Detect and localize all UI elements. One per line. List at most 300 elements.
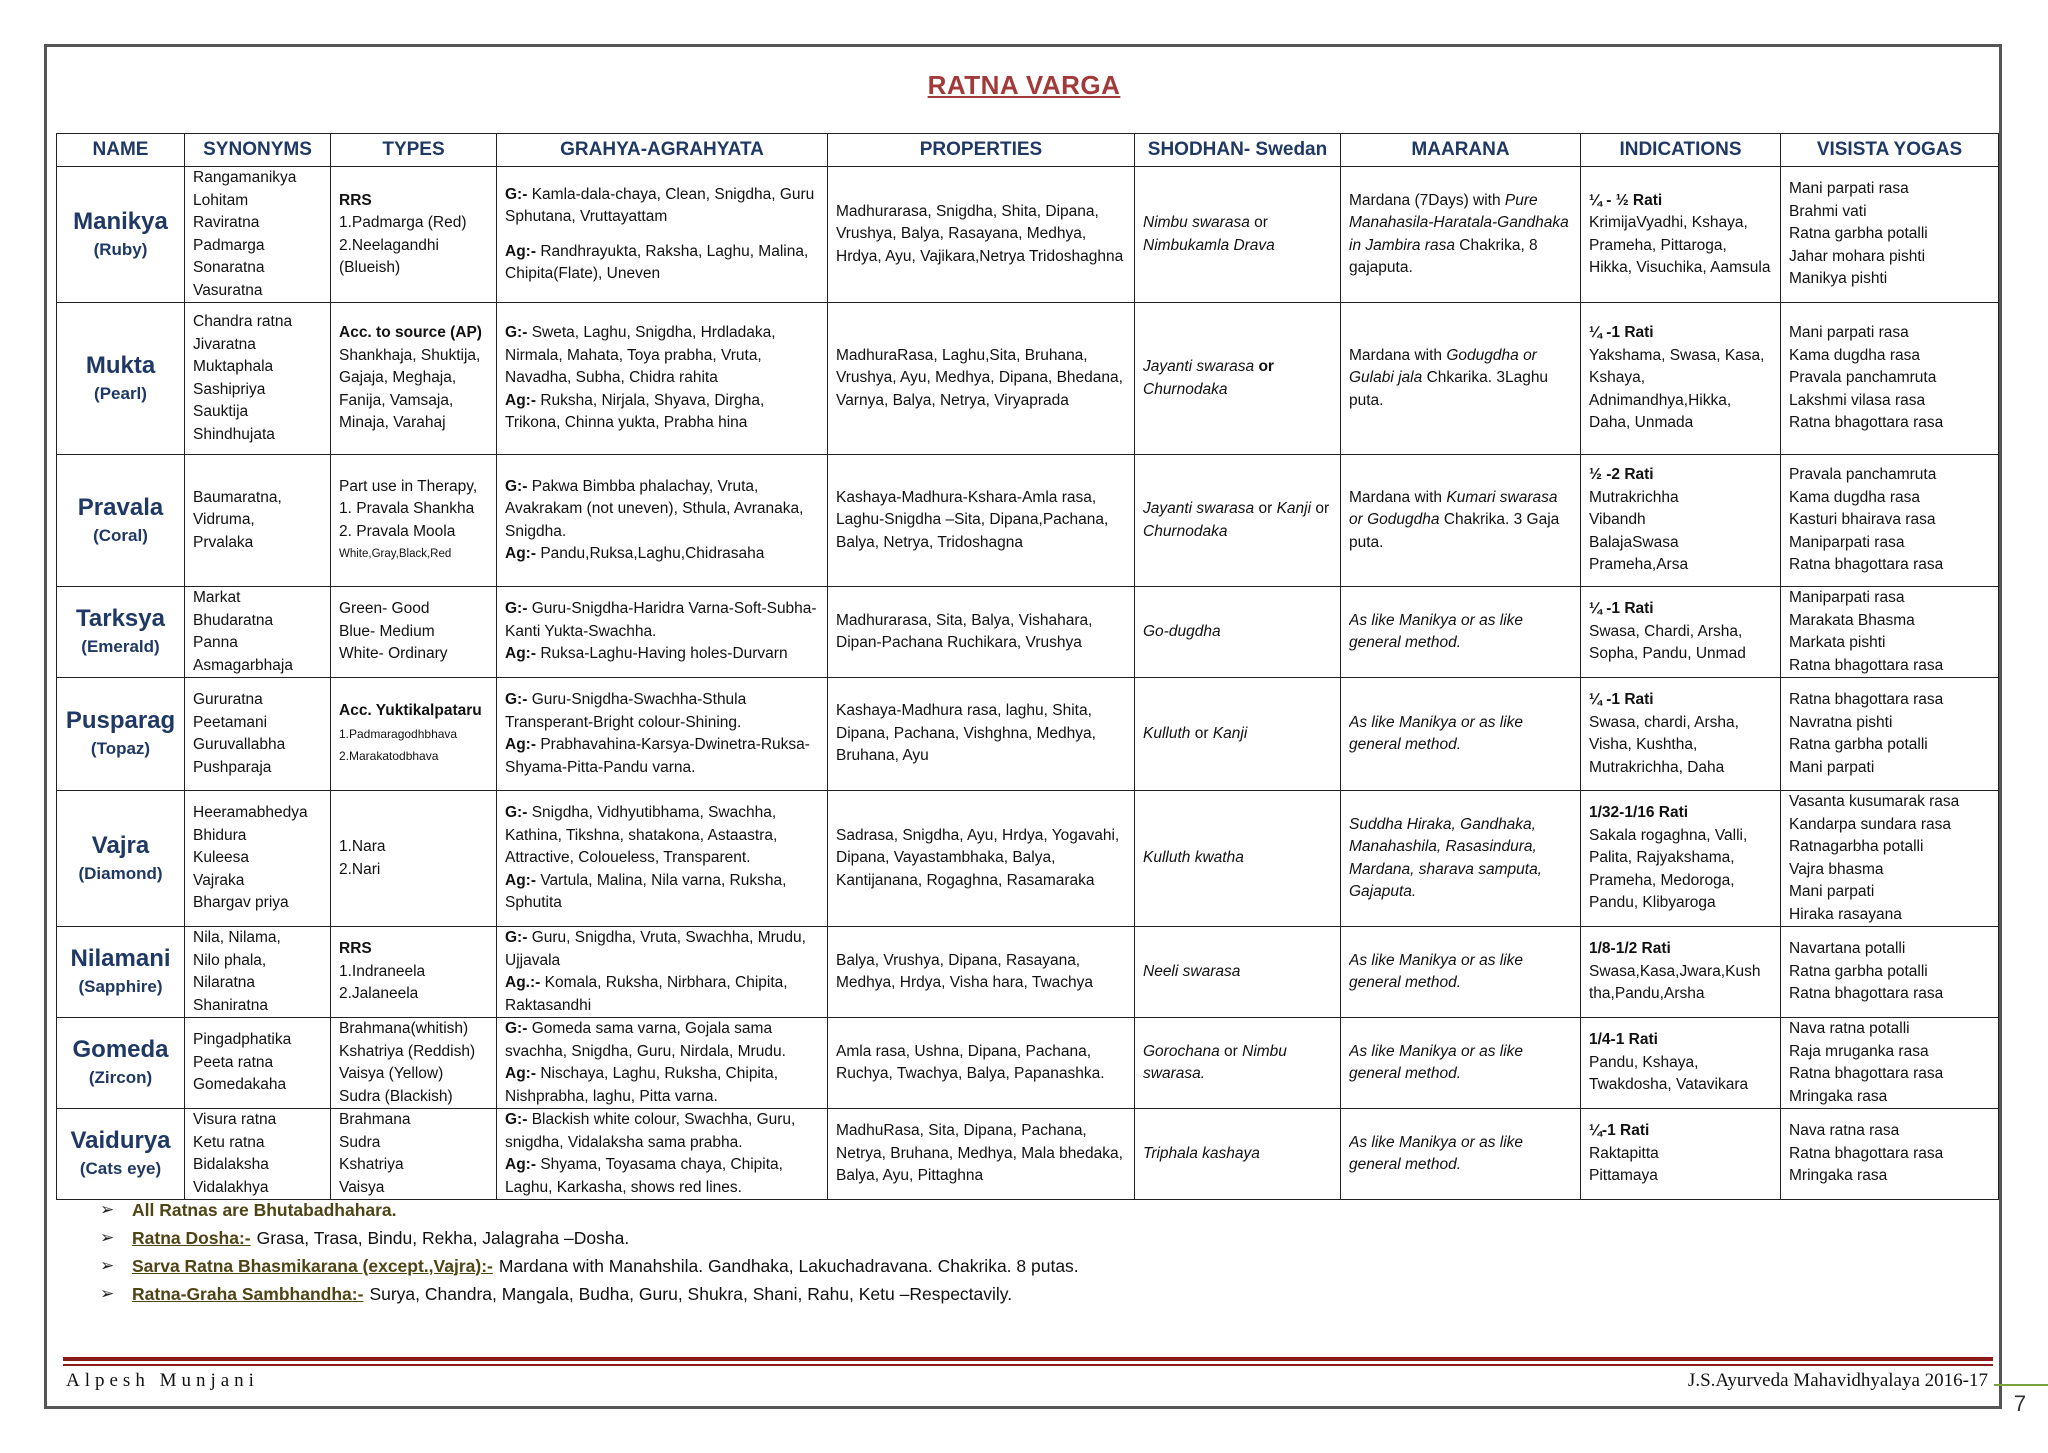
indications-line: ½ -2 Rati: [1589, 466, 1654, 484]
yogas-line: Ratna bhagottara rasa: [1789, 691, 1944, 708]
grahya-good-text: Kamla-dala-chaya, Clean, Snigdha, Guru Sphutana, Vruttayattam: [505, 185, 815, 225]
maarana-part: As like Manikya or as like general method.: [1349, 1042, 1524, 1082]
yogas-line: Marakata Bhasma: [1789, 611, 1915, 629]
note-item: [100, 1252, 1900, 1280]
yogas-cell: [1781, 455, 1999, 587]
types-line: 1.Nara: [339, 838, 386, 855]
grahya-good-label: G:-: [505, 185, 528, 203]
yogas-line: Raja mruganka rasa: [1789, 1042, 1929, 1060]
grahya-bad-label: Ag:-: [505, 736, 536, 753]
indications-line: 1/32-1/16 Rati: [1589, 804, 1689, 822]
synonyms-line: Raviratna: [193, 214, 260, 231]
grahya-good-label: G:-: [505, 1020, 528, 1037]
note-label: Sarva Ratna Bhasmikarana (except.,Vajra):-: [132, 1255, 493, 1276]
grahya-cell: [497, 1018, 828, 1109]
synonyms-line: Nila, Nilama,: [193, 929, 281, 946]
maarana-part: As like Manikya or as like general method.: [1349, 951, 1524, 991]
yogas-line: Mringaka rasa: [1789, 1167, 1888, 1185]
indications-line: Swasa, chardi, Arsha, Visha, Kushtha, Mutrakrichha, Daha: [1589, 713, 1739, 776]
gem-name-cell: [57, 167, 185, 303]
header-maarana: MAARANA: [1341, 134, 1581, 167]
properties-text: Balya, Vrushya, Dipana, Rasayana, Medhya, Hrdya, Visha hara, Twachya: [836, 951, 1094, 991]
header-types: TYPES: [331, 134, 497, 167]
gem-english: (Pearl): [94, 383, 147, 403]
types-line: Brahmana(whitish): [339, 1020, 469, 1037]
yogas-line: Navratna pishti: [1789, 713, 1893, 731]
yogas-cell: [1781, 678, 1999, 791]
grahya-bad: [505, 1154, 819, 1199]
table-row: [57, 678, 1999, 791]
arrow-bullet-icon: ➢: [100, 1256, 115, 1275]
gem-name: Vaidurya: [70, 1127, 171, 1154]
maarana-text: [1349, 610, 1572, 655]
grahya-good-label: G:-: [505, 477, 528, 495]
gem-english: (Diamond): [78, 863, 163, 883]
synonyms-line: Gururatna: [193, 691, 263, 708]
types-line: Shankhaja, Shuktija, Gajaja, Meghaja, Fanija, Vamsaja, Minaja, Varahaj: [339, 346, 481, 432]
grahya-bad-text: Prabhavahina-Karsya-Dwinetra-Ruksa-Shyama-Pitta-Pandu varna.: [505, 736, 810, 776]
synonyms-line: Bhudaratna: [193, 611, 274, 629]
indications-cell: [1581, 587, 1781, 678]
yogas-cell: [1781, 587, 1999, 678]
indications-line: ¼ -1 Rati: [1589, 324, 1654, 342]
grahya-bad: [505, 734, 819, 779]
gem-english: (Emerald): [81, 637, 160, 656]
header-properties: PROPERTIES: [828, 134, 1135, 167]
types-line: White,Gray,Black,Red: [339, 548, 452, 560]
yogas-line: Vasanta kusumarak rasa: [1789, 793, 1960, 810]
types-line: Kshatriya: [339, 1156, 404, 1173]
shodhan-part: or: [1315, 500, 1330, 517]
note-text: Surya, Chandra, Mangala, Budha, Guru, Shukra, Shani, Rahu, Ketu –Respectavily.: [369, 1283, 1013, 1304]
maarana-part: As like Manikya or as like general method.: [1349, 1133, 1524, 1173]
properties-cell: [828, 303, 1135, 455]
table-row: [57, 1018, 1999, 1109]
synonyms-cell: [185, 455, 331, 587]
yogas-line: Ratna bhagottara rasa: [1789, 1144, 1944, 1162]
types-line: White- Ordinary: [339, 645, 448, 663]
synonyms-line: Visura ratna: [193, 1111, 277, 1128]
header-indications: INDICATIONS: [1581, 134, 1781, 167]
types-line: RRS: [339, 191, 372, 209]
shodhan-part: Triphala kashaya: [1143, 1144, 1260, 1162]
maarana-part: Kumari swarasa or Godugdha: [1349, 488, 1558, 529]
grahya-bad-text: Pandu,Ruksa,Laghu,Chidrasaha: [540, 545, 765, 562]
types-cell: [331, 927, 497, 1018]
gem-name: Pravala: [77, 493, 164, 521]
properties-cell: [828, 927, 1135, 1018]
maarana-cell: [1341, 455, 1581, 587]
maarana-part: Pure Manahasila-Haratala-Gandhaka in Jambira rasa: [1349, 191, 1569, 254]
table-row: [57, 303, 1999, 455]
synonyms-line: Gomedakaha: [193, 1076, 287, 1094]
synonyms-line: Rangamanikya: [193, 169, 297, 186]
synonyms-line: Bhargav priya: [193, 894, 289, 912]
gem-name: Pusparag: [65, 707, 176, 734]
shodhan-text: [1143, 1041, 1332, 1086]
properties-text: Madhurarasa, Sita, Balya, Vishahara, Dipan-Pachana Ruchikara, Vrushya: [836, 611, 1093, 651]
grahya-cell: [497, 927, 828, 1018]
yogas-line: Ratna garbha potalli: [1789, 225, 1928, 243]
grahya-bad-label: Ag:-: [505, 545, 536, 562]
synonyms-line: Chandra ratna: [193, 313, 293, 330]
shodhan-text: [1143, 961, 1332, 984]
indications-line: BalajaSwasa: [1589, 533, 1679, 551]
gem-name-cell: [57, 455, 185, 587]
maarana-part: Mardana with: [1349, 488, 1443, 506]
types-line: Sudra: [339, 1133, 381, 1151]
indications-cell: [1581, 1018, 1781, 1109]
yogas-cell: [1781, 303, 1999, 455]
note-label: All Ratnas are Bhutabadhahara.: [132, 1199, 397, 1220]
grahya-bad: [505, 390, 819, 435]
shodhan-part: Nimbukamla Drava: [1143, 236, 1275, 254]
shodhan-cell: [1135, 303, 1341, 455]
types-line: (Blueish): [339, 259, 401, 276]
grahya-cell: [497, 167, 828, 303]
types-line: 1.Padmarga (Red): [339, 214, 467, 231]
maarana-part: Chakrika. 3 Gaja puta.: [1349, 511, 1560, 551]
grahya-bad-text: Randhrayukta, Raksha, Laghu, Malina, Chipita(Flate), Uneven: [505, 242, 809, 282]
shodhan-part: Kulluth: [1143, 724, 1191, 742]
properties-text: MadhuraRasa, Laghu,Sita, Bruhana, Vrushya, Ayu, Medhya, Dipana, Bhedana, Varnya, Balya, Netrya, Viryaprada: [836, 346, 1123, 409]
grahya-bad-text: Komala, Ruksha, Nirbhara, Chipita, Raktasandhi: [505, 974, 788, 1014]
indications-cell: [1581, 791, 1781, 927]
types-line: 2.Jalaneela: [339, 985, 419, 1003]
synonyms-line: Baumaratna,: [193, 488, 282, 506]
grahya-bad-label: Ag:-: [505, 242, 536, 260]
yogas-cell: [1781, 167, 1999, 303]
types-line: 1. Pravala Shankha: [339, 500, 475, 517]
yogas-line: Kama dugdha rasa: [1789, 488, 1920, 506]
types-cell: [331, 303, 497, 455]
shodhan-part: Churnodaka: [1143, 380, 1228, 398]
note-label: Ratna Dosha:-: [132, 1227, 251, 1248]
yogas-line: Ratna bhagottara rasa: [1789, 656, 1944, 674]
grahya-bad: [505, 643, 819, 666]
gem-name-cell: [57, 927, 185, 1018]
yogas-line: Maniparpati rasa: [1789, 589, 1905, 606]
yogas-line: Markata pishti: [1789, 634, 1886, 651]
grahya-good: [505, 598, 819, 643]
shodhan-text: [1143, 212, 1332, 257]
synonyms-line: Ketu ratna: [193, 1133, 265, 1151]
synonyms-line: Sauktija: [193, 403, 249, 420]
shodhan-part: Kulluth kwatha: [1143, 849, 1244, 867]
properties-text: Kashaya-Madhura-Kshara-Amla rasa, Laghu-Snigdha –Sita, Dipana,Pachana, Balya, Netrya, Tridoshagna: [836, 488, 1109, 551]
yogas-line: Ratna bhagottara rasa: [1789, 414, 1944, 432]
maarana-cell: [1341, 1018, 1581, 1109]
shodhan-cell: [1135, 455, 1341, 587]
gem-english: (Ruby): [93, 239, 148, 259]
maarana-part: Chakrika, 8 gajaputa.: [1349, 236, 1538, 276]
shodhan-part: Kanji: [1276, 500, 1312, 517]
indications-line: ¼-1 Rati: [1589, 1122, 1650, 1140]
note-text: Grasa, Trasa, Bindu, Rekha, Jalagraha –Dosha.: [256, 1227, 630, 1248]
synonyms-line: Heeramabhedya: [193, 804, 308, 822]
synonyms-cell: [185, 303, 331, 455]
synonyms-line: Asmagarbhaja: [193, 656, 293, 674]
yogas-line: Jahar mohara pishti: [1789, 247, 1926, 265]
shodhan-cell: [1135, 678, 1341, 791]
properties-text: Madhurarasa, Snigdha, Shita, Dipana, Vrushya, Balya, Rasayana, Medhya, Hrdya, Ayu, Vajikara,Netrya Tridoshaghna: [836, 202, 1124, 265]
shodhan-text: [1143, 621, 1332, 644]
maarana-cell: [1341, 927, 1581, 1018]
gem-name: Manikya: [73, 207, 168, 235]
yogas-line: Ratna bhagottara rasa: [1789, 556, 1944, 574]
types-cell: [331, 791, 497, 927]
shodhan-part: Neeli swarasa: [1143, 962, 1241, 980]
arrow-bullet-icon: ➢: [100, 1200, 115, 1219]
types-line: Blue- Medium: [339, 622, 435, 640]
grahya-good: [505, 689, 819, 734]
shodhan-part: Gorochana: [1143, 1042, 1220, 1060]
yogas-line: Nava ratna rasa: [1789, 1122, 1900, 1140]
shodhan-cell: [1135, 167, 1341, 303]
gem-name-cell: [57, 791, 185, 927]
synonyms-line: Vasuratna: [193, 281, 263, 299]
indications-line: Sakala rogaghna, Valli, Palita, Rajyakshama, Prameha, Medoroga, Pandu, Klibyaroga: [1589, 826, 1748, 912]
maarana-part: Chkarika. 3Laghu puta.: [1349, 369, 1549, 409]
header-yogas: VISISTA YOGAS: [1781, 134, 1999, 167]
properties-text: Sadrasa, Snigdha, Ayu, Hrdya, Yogavahi, Dipana, Vayastambhaka, Balya, Kantijanana, Rogaghna, Rasamaraka: [836, 826, 1120, 889]
grahya-good: [505, 802, 819, 870]
synonyms-cell: [185, 791, 331, 927]
yogas-line: Mani parpati rasa: [1789, 180, 1909, 198]
properties-cell: [828, 455, 1135, 587]
shodhan-part: or: [1194, 724, 1209, 742]
grahya-good: [505, 322, 819, 390]
shodhan-text: [1143, 356, 1332, 401]
gem-name: Gomeda: [72, 1036, 169, 1063]
footer-author: Alpesh Munjani: [66, 1370, 259, 1391]
yogas-line: Pravala panchamruta: [1789, 369, 1937, 387]
grahya-bad-label: Ag:-: [505, 871, 536, 889]
synonyms-line: Pingadphatika: [193, 1031, 292, 1049]
types-line: 2.Nari: [339, 860, 381, 878]
grahya-bad-text: Ruksa-Laghu-Having holes-Durvarn: [540, 645, 788, 663]
indications-line: ¼ -1 Rati: [1589, 691, 1654, 708]
types-line: Vaisya: [339, 1178, 385, 1196]
maarana-text: [1349, 1041, 1572, 1086]
synonyms-line: Vajraka: [193, 871, 245, 889]
grahya-bad-label: Ag:-: [505, 391, 536, 409]
grahya-good-text: Snigdha, Vidhyutibhama, Swachha, Kathina, Tikshna, shatakona, Astaastra, Attractive, Coloueless, Transparent.: [505, 804, 778, 867]
page-number-rule: [1994, 1384, 2048, 1386]
shodhan-text: [1143, 1143, 1332, 1166]
indications-line: Mutrakrichha: [1589, 488, 1679, 506]
types-line: RRS: [339, 940, 372, 958]
header-grahya: GRAHYA-AGRAHYATA: [497, 134, 828, 167]
shodhan-part: or: [1254, 214, 1268, 231]
maarana-cell: [1341, 791, 1581, 927]
header-synonyms: SYNONYMS: [185, 134, 331, 167]
synonyms-line: Shaniratna: [193, 996, 268, 1014]
shodhan-part: Go-dugdha: [1143, 622, 1221, 640]
note-item: [100, 1280, 1900, 1308]
types-line: 2.Marakatodbhava: [339, 749, 439, 764]
synonyms-line: Nilaratna: [193, 974, 256, 991]
gem-name-cell: [57, 587, 185, 678]
yogas-line: Maniparpati rasa: [1789, 533, 1905, 551]
table-row: [57, 167, 1999, 303]
types-line: Sudra (Blackish): [339, 1087, 453, 1105]
grahya-good: [505, 1109, 819, 1154]
yogas-line: Mani parpati: [1789, 883, 1875, 900]
synonyms-line: Bidalaksha: [193, 1156, 269, 1173]
synonyms-cell: [185, 678, 331, 791]
grahya-good: [505, 927, 819, 972]
maarana-part: Suddha Hiraka, Gandhaka, Manahashila, Rasasindura,: [1349, 815, 1537, 855]
shodhan-cell: [1135, 1109, 1341, 1200]
grahya-bad-label: Ag:-: [505, 645, 536, 663]
indications-line: ¼ - ½ Rati: [1589, 191, 1663, 209]
maarana-part: Godugdha or Gulabi jala: [1349, 346, 1537, 387]
note-text: Mardana with Manahshila. Gandhaka, Lakuchadravana. Chakrika. 8 putas.: [498, 1255, 1079, 1276]
gem-name: Mukta: [85, 351, 156, 379]
yogas-line: Mani parpati: [1789, 758, 1875, 776]
yogas-line: Kama dugdha rasa: [1789, 346, 1920, 364]
yogas-cell: [1781, 1109, 1999, 1200]
yogas-line: Mringaka rasa: [1789, 1087, 1888, 1105]
indications-line: ¼ -1 Rati: [1589, 600, 1654, 618]
indications-cell: [1581, 1109, 1781, 1200]
shodhan-part: Kanji: [1212, 724, 1248, 742]
yogas-line: Kasturi bhairava rasa: [1789, 511, 1936, 529]
grahya-good-text: Guru, Snigdha, Vruta, Swachha, Mrudu, Ujjavala: [505, 929, 806, 969]
page-number: 7: [2013, 1391, 2027, 1416]
gem-english: (Cats eye): [79, 1159, 162, 1178]
grahya-bad: [505, 543, 819, 566]
types-line: Acc. Yuktikalpataru: [339, 702, 482, 720]
indications-line: 1/4-1 Rati: [1589, 1031, 1658, 1049]
maarana-text: [1349, 814, 1572, 904]
types-line: 2.Neelagandhi: [339, 236, 439, 254]
grahya-cell: [497, 303, 828, 455]
grahya-good-text: Pakwa Bimbba phalachay, Vruta, Avakrakam (not uneven), Sthula, Avranaka, Snigdha.: [505, 477, 804, 540]
gem-english: (Coral): [93, 525, 148, 545]
yogas-line: Ratnagarbha potalli: [1789, 838, 1924, 855]
grahya-cell: [497, 455, 828, 587]
shodhan-part: Nimbu swarasa: [1143, 214, 1250, 231]
maarana-text: [1349, 712, 1572, 757]
yogas-line: Ratna garbha potalli: [1789, 736, 1928, 753]
indications-cell: [1581, 927, 1781, 1018]
maarana-cell: [1341, 1109, 1581, 1200]
grahya-good-label: G:-: [505, 691, 528, 708]
properties-cell: [828, 1018, 1135, 1109]
grahya-good: [505, 1018, 819, 1063]
synonyms-line: Shindhujata: [193, 425, 275, 443]
synonyms-line: Peeta ratna: [193, 1053, 274, 1071]
yogas-line: Pravala panchamruta: [1789, 466, 1937, 484]
indications-line: Pittamaya: [1589, 1167, 1658, 1185]
types-line: Acc. to source (AP): [339, 324, 482, 342]
synonyms-line: Nilo phala,: [193, 951, 267, 969]
grahya-cell: [497, 1109, 828, 1200]
grahya-good-label: G:-: [505, 929, 528, 946]
synonyms-cell: [185, 1018, 331, 1109]
shodhan-cell: [1135, 791, 1341, 927]
yogas-line: Lakshmi vilasa rasa: [1789, 391, 1926, 409]
synonyms-line: Padmarga: [193, 236, 265, 254]
yogas-line: Kandarpa sundara rasa: [1789, 815, 1952, 833]
note-label: Ratna-Graha Sambhandha:-: [132, 1283, 364, 1304]
types-cell: [331, 678, 497, 791]
grahya-bad-label: Ag:-: [505, 1065, 536, 1082]
synonyms-line: Peetamani: [193, 713, 268, 731]
synonyms-line: Kuleesa: [193, 849, 250, 867]
synonyms-line: Bhidura: [193, 826, 247, 844]
shodhan-part: or: [1258, 500, 1273, 517]
shodhan-cell: [1135, 927, 1341, 1018]
shodhan-cell: [1135, 1018, 1341, 1109]
types-line: Green- Good: [339, 600, 430, 618]
grahya-cell: [497, 678, 828, 791]
maarana-part: As like Manikya or as like general method.: [1349, 713, 1524, 753]
grahya-good: [505, 476, 819, 544]
indications-line: KrimijaVyadhi, Kshaya, Prameha, Pittaroga, Hikka, Visuchika, Aamsula: [1589, 214, 1771, 276]
properties-cell: [828, 587, 1135, 678]
grahya-bad: [505, 241, 819, 286]
table-row: [57, 927, 1999, 1018]
synonyms-line: Pushparaja: [193, 758, 272, 776]
maarana-part: Mardana, sharava samputa, Gajaputa.: [1349, 860, 1542, 900]
maarana-cell: [1341, 587, 1581, 678]
maarana-cell: [1341, 167, 1581, 303]
maarana-cell: [1341, 303, 1581, 455]
maarana-text: [1349, 950, 1572, 995]
types-cell: [331, 587, 497, 678]
gem-name-cell: [57, 303, 185, 455]
gem-name: Vajra: [91, 831, 150, 859]
yogas-line: Navartana potalli: [1789, 940, 1906, 958]
synonyms-cell: [185, 167, 331, 303]
properties-cell: [828, 1109, 1135, 1200]
properties-cell: [828, 791, 1135, 927]
synonyms-line: Prvalaka: [193, 533, 254, 551]
synonyms-line: Vidalakhya: [193, 1178, 269, 1196]
types-line: Brahmana: [339, 1111, 411, 1128]
table-row: [57, 1109, 1999, 1200]
indications-cell: [1581, 167, 1781, 303]
grahya-bad-text: Shyama, Toyasama chaya, Chipita, Laghu, Karkasha, shows red lines.: [505, 1156, 783, 1196]
table-row: [57, 791, 1999, 927]
grahya-good-label: G:-: [505, 804, 528, 822]
yogas-line: Mani parpati rasa: [1789, 324, 1909, 342]
shodhan-part: or: [1258, 358, 1274, 375]
indications-line: Swasa, Chardi, Arsha, Sopha, Pandu, Unmad: [1589, 622, 1746, 663]
grahya-good-text: Guru-Snigdha-Haridra Varna-Soft-Subha-Kanti Yukta-Swachha.: [505, 600, 817, 640]
footer-institution: J.S.Ayurveda Mahavidhyalaya 2016-17: [1687, 1370, 1988, 1391]
maarana-text: [1349, 190, 1572, 280]
synonyms-line: Guruvallabha: [193, 736, 286, 753]
note-item: [100, 1224, 1900, 1252]
shodhan-part: Nimbu swarasa.: [1143, 1042, 1287, 1082]
types-line: Kshatriya (Reddish): [339, 1042, 476, 1060]
maarana-text: [1349, 1132, 1572, 1177]
properties-text: Amla rasa, Ushna, Dipana, Pachana, Ruchya, Twachya, Balya, Papanashka.: [836, 1042, 1105, 1082]
synonyms-line: Jivaratna: [193, 335, 256, 353]
header-shodhan: SHODHAN- Swedan: [1135, 134, 1341, 167]
shodhan-cell: [1135, 587, 1341, 678]
indications-line: Pandu, Kshaya, Twakdosha, Vatavikara: [1589, 1053, 1749, 1094]
maarana-cell: [1341, 678, 1581, 791]
maarana-text: [1349, 345, 1572, 413]
maarana-text: [1349, 487, 1572, 555]
grahya-bad-label: Ag.:-: [505, 974, 541, 991]
page-title: RATNA VARGA: [927, 70, 1121, 100]
